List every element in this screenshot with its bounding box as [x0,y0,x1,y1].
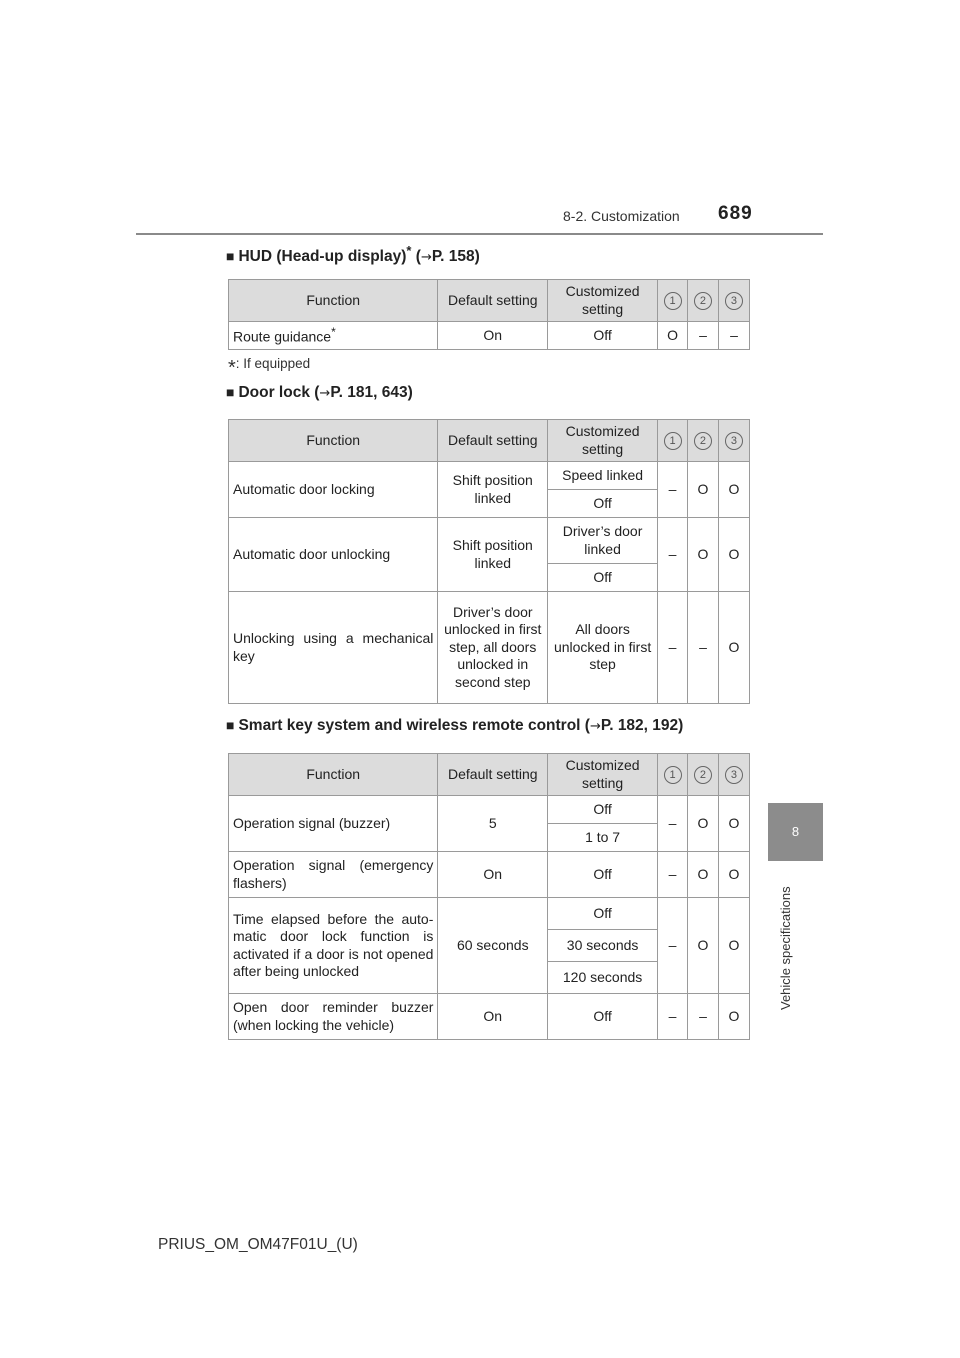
row-option: 120 seconds [548,962,658,994]
table-row [229,462,750,490]
row-c2: – [688,994,719,1040]
table-row [229,322,750,350]
row-c1: – [658,898,688,994]
row-c2: O [688,518,719,592]
row-function: Time elapsed before the auto-matic door lock function is activated if a door is not opened after being unlocked [229,898,438,994]
row-function: Operation signal (buzzer) [229,796,438,852]
circled-2-icon: 2 [694,292,712,310]
row-c1: O [658,322,688,350]
circled-3-icon: 3 [725,766,743,784]
row-default: Driver’s door unlocked in first step, all doors unlocked in second step [438,592,548,704]
heading-hud: ■ HUD (Head-up display)* (→P. 158) [226,243,480,266]
heading-smart-key-text: Smart key system and wireless remote control [238,717,581,734]
row-option: Off [548,852,658,898]
hud-table [228,279,750,350]
table-header-row [229,420,750,462]
row-c1: – [658,796,688,852]
square-bullet-icon: ■ [226,384,235,400]
col-function: Function [229,754,438,796]
circled-2-icon: 2 [694,432,712,450]
row-c3: O [718,518,749,592]
chapter-tab[interactable]: 8 [768,803,823,861]
row-option: Off [548,490,658,518]
row-c1: – [658,592,688,704]
row-customized: Off [548,322,658,350]
circled-1-icon: 1 [664,292,682,310]
col-function: Function [229,280,438,322]
page-number: 689 [718,203,753,224]
square-bullet-icon: ■ [226,248,235,265]
door-lock-table [228,419,750,704]
row-c3: O [718,462,749,518]
heading-door-lock: ■ Door lock (→P. 181, 643) [226,384,413,401]
smart-key-table [228,753,750,1040]
row-c3: O [718,994,749,1040]
row-c2: – [688,322,719,350]
row-default: On [438,852,548,898]
row-default: 60 seconds [438,898,548,994]
footnote-marker: * [406,243,412,258]
row-function: Automatic door locking [229,462,438,518]
row-function: Operation signal (emergency flashers) [229,852,438,898]
row-option: Off [548,564,658,592]
row-function: Open door reminder buzzer (when locking the vehicle) [229,994,438,1040]
row-c2: O [688,462,719,518]
row-c3: O [718,898,749,994]
table-header-row [229,280,750,322]
heading-door-lock-text: Door lock [238,384,310,401]
col-customized: Customized setting [548,280,658,322]
row-c1: – [658,462,688,518]
document-id: PRIUS_OM_OM47F01U_(U) [158,1236,358,1253]
row-default: Shift position linked [438,462,548,518]
row-c2: O [688,796,719,852]
circled-1-icon: 1 [664,766,682,784]
table-row [229,994,750,1040]
col-default: Default setting [438,754,548,796]
row-c3: O [718,796,749,852]
row-c3: – [718,322,749,350]
row-c1: – [658,518,688,592]
circled-1-icon: 1 [664,432,682,450]
col-function: Function [229,420,438,462]
row-function: Unlocking using a mechanical key [229,592,438,704]
row-option: Off [548,994,658,1040]
col-customized: Customized setting [548,420,658,462]
row-default: 5 [438,796,548,852]
circled-2-icon: 2 [694,766,712,784]
row-c3: O [718,592,749,704]
row-c2: O [688,852,719,898]
arrow-right-icon: → [420,250,432,266]
row-default: On [438,994,548,1040]
heading-hud-ref[interactable]: P. 158 [431,248,475,266]
col-default: Default setting [438,420,548,462]
circled-3-icon: 3 [725,432,743,450]
chapter-label: Vehicle specifications [778,886,793,1010]
row-c2: – [688,592,719,704]
circled-3-icon: 3 [725,292,743,310]
table-row [229,852,750,898]
row-c2: O [688,898,719,994]
heading-hud-text: HUD (Head-up display) [238,248,407,266]
row-default: On [438,322,548,350]
row-default: Shift position linked [438,518,548,592]
row-option: Off [548,898,658,930]
table-header-row [229,754,750,796]
arrow-right-icon: → [589,719,601,734]
heading-door-lock-ref[interactable]: P. 181, 643 [330,384,408,401]
table-row [229,518,750,564]
row-option: 30 seconds [548,930,658,962]
section-title: 8-2. Customization [563,208,680,224]
row-option: 1 to 7 [548,824,658,852]
heading-smart-key-ref[interactable]: P. 182, 192 [600,717,679,734]
row-option: Driver’s door linked [548,518,658,564]
col-default: Default setting [438,280,548,322]
table-row [229,898,750,930]
square-bullet-icon: ■ [226,717,235,733]
table-row [229,796,750,824]
row-c3: O [718,852,749,898]
heading-smart-key: ■ Smart key system and wireless remote control (→P. 182, 192) [226,717,684,734]
row-c1: – [658,852,688,898]
footnote-marker: * [331,325,336,340]
footnote: *: If equipped [228,356,311,379]
row-function: Route guidance [233,329,332,346]
row-option: Off [548,796,658,824]
col-customized: Customized setting [548,754,658,796]
row-function: Automatic door unlocking [229,518,438,592]
header-divider [136,233,823,235]
arrow-right-icon: → [319,386,331,401]
table-row [229,592,750,704]
row-option: All doors unlocked in first step [548,592,658,704]
row-option: Speed linked [548,462,658,490]
row-c1: – [658,994,688,1040]
